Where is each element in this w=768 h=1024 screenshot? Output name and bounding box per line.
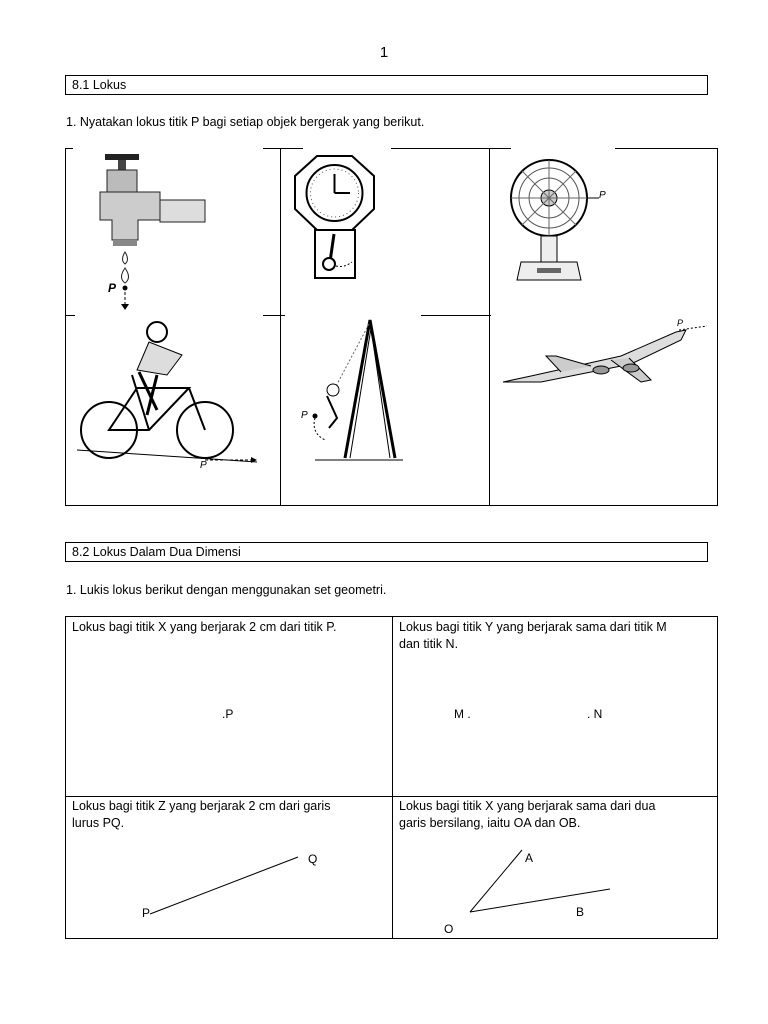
task-text-4-line1: Lokus bagi titik X yang berjarak sama dari dua	[399, 799, 656, 813]
grid-line	[65, 315, 75, 316]
task-text-2-line1: Lokus bagi titik Y yang berjarak sama dari titik M	[399, 620, 667, 634]
grid-line	[65, 505, 718, 506]
grid-line	[615, 148, 718, 149]
point-o: O	[444, 922, 454, 936]
point-p-line: P	[142, 906, 151, 920]
water-tap-icon	[85, 152, 225, 312]
task-text-3-line2: lurus PQ.	[72, 816, 125, 830]
point-m: M .	[454, 707, 471, 721]
point-n: . N	[587, 707, 603, 721]
point-a: A	[525, 851, 534, 865]
point-q-line: Q	[308, 852, 318, 866]
section-title-lokus: 8.1 Lokus	[65, 75, 708, 95]
locus-task-table	[65, 616, 718, 939]
task-text-2-line2: dan titik N.	[399, 637, 459, 651]
question-1-lokus: 1. Nyatakan lokus titik P bagi setiap objek bergerak yang berikut.	[66, 115, 425, 129]
point-p: .P	[222, 707, 234, 721]
question-1-lukis: 1. Lukis lokus berikut dengan menggunakan set geometri.	[66, 583, 387, 597]
bicycle-rider-icon	[77, 320, 277, 470]
grid-line	[421, 315, 491, 316]
label-p-tap: P	[108, 281, 117, 295]
page-number: 1	[379, 44, 389, 61]
grid-line	[65, 148, 66, 506]
label-p-airplane: P	[677, 318, 684, 328]
grid-line	[280, 148, 281, 506]
electric-fan-icon	[499, 156, 619, 291]
label-p-swing: P	[301, 410, 308, 421]
grid-line	[263, 148, 303, 149]
task-text-1: Lokus bagi titik X yang berjarak 2 cm dari titik P.	[72, 620, 337, 634]
task-text-2	[399, 619, 667, 653]
grid-line	[65, 148, 73, 149]
intersecting-lines-oa-ob	[393, 797, 718, 939]
swing-icon	[295, 318, 405, 468]
label-p-fan: P	[599, 190, 606, 201]
object-image-grid	[65, 148, 718, 506]
task-text-4-line2: garis bersilang, iaitu OA dan OB.	[399, 816, 581, 830]
pendulum-clock-icon	[292, 154, 382, 284]
airplane-icon	[501, 320, 713, 390]
grid-line	[489, 148, 490, 506]
section-title-lokus-2d: 8.2 Lokus Dalam Dua Dimensi	[65, 542, 708, 562]
task-text-3-line1: Lokus bagi titik Z yang berjarak 2 cm dari garis	[72, 799, 331, 813]
grid-line	[391, 148, 511, 149]
line-pq	[66, 797, 392, 939]
grid-line	[263, 315, 285, 316]
point-b: B	[576, 905, 585, 919]
label-p-bicycle: P	[200, 460, 207, 471]
grid-line	[717, 148, 718, 506]
